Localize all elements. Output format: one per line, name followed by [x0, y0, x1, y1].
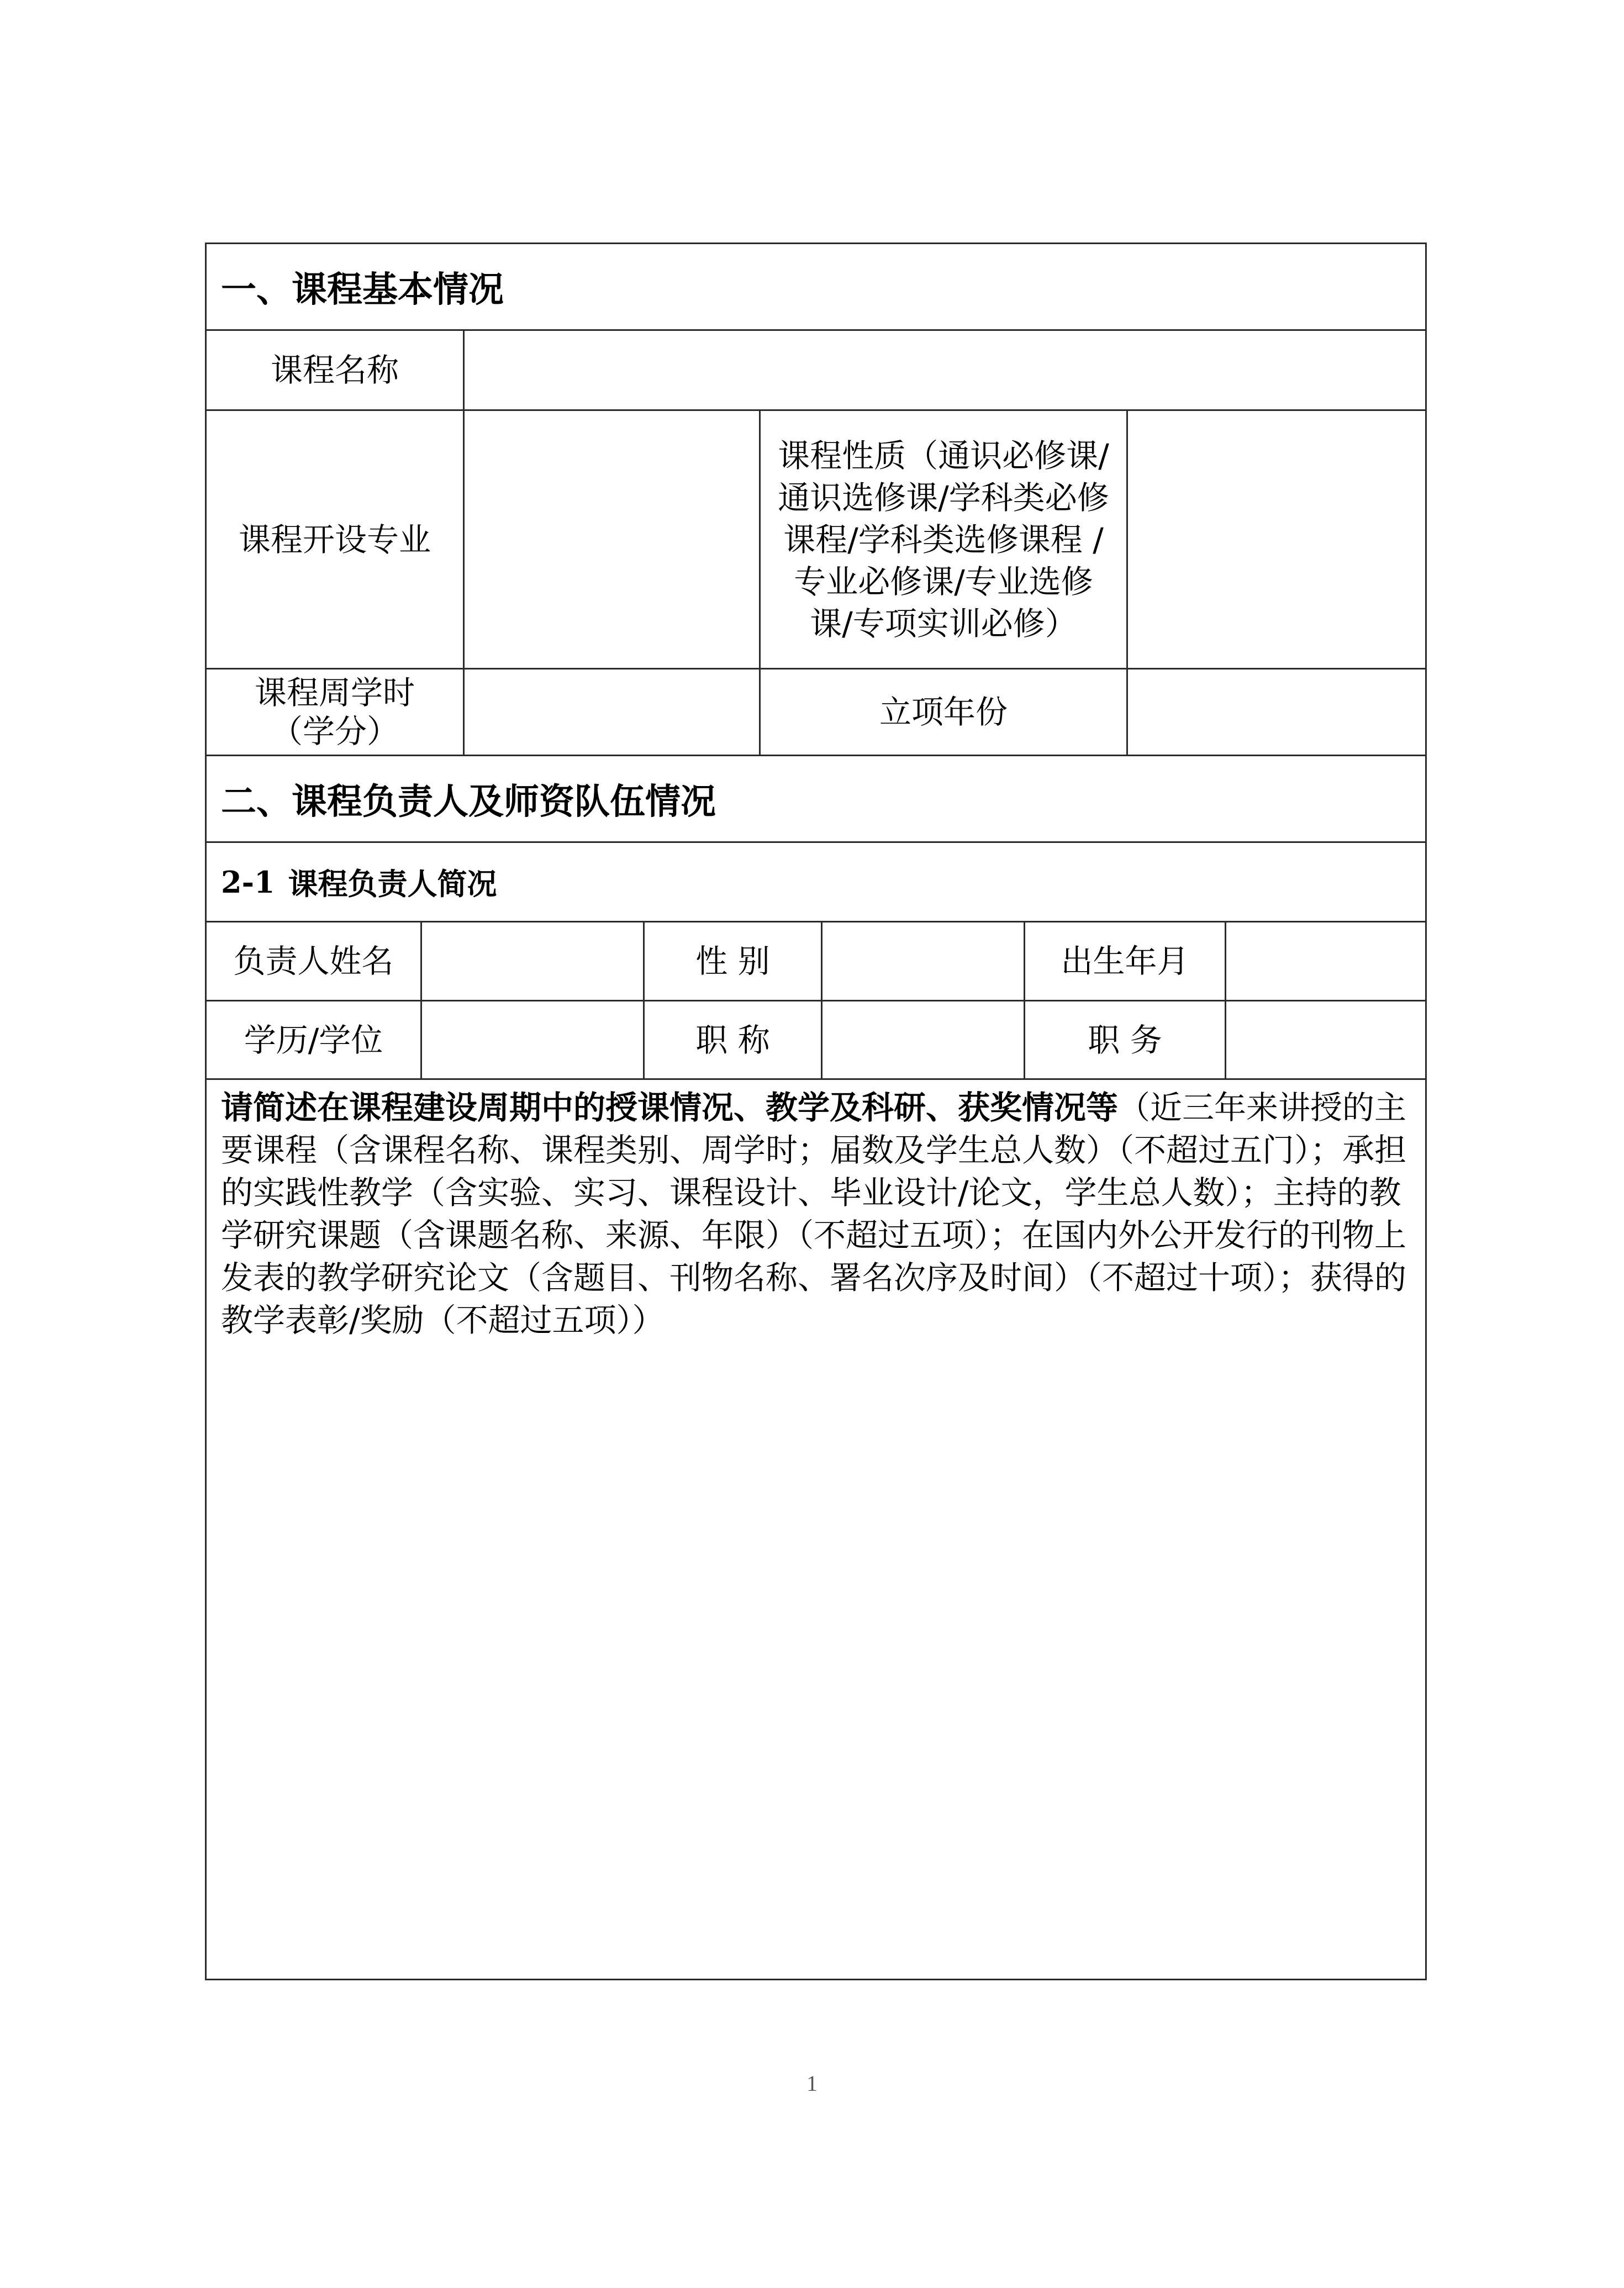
professional-title-label: 职 称	[645, 1001, 822, 1078]
subsection-2-1-heading	[207, 843, 1425, 921]
course-major-row	[207, 411, 1425, 669]
leader-name-field[interactable]	[422, 922, 645, 1000]
degree-label: 学历/学位	[207, 1001, 422, 1078]
application-form-table	[205, 242, 1427, 1980]
gender-field[interactable]	[822, 922, 1025, 1000]
description-bold-text: 请简述在课程建设周期中的授课情况、教学及科研、获奖情况等	[221, 1089, 1119, 1126]
course-hours-label: 课程周学时（学分）	[207, 669, 465, 755]
degree-field[interactable]	[422, 1001, 645, 1078]
course-name-field[interactable]	[465, 331, 1425, 409]
course-hours-field[interactable]	[465, 669, 761, 755]
position-field[interactable]	[1226, 1001, 1425, 1078]
course-nature-label: 课程性质（通识必修课/通识选修课/学科类必修课程/学科类选修课程 /专业必修课/专业选修课/专项实训必修）	[761, 411, 1128, 668]
section-1-title: 一、课程基本情况	[221, 270, 504, 310]
subsection-number: 2-1	[221, 864, 275, 900]
project-year-field[interactable]	[1128, 669, 1425, 755]
subsection-2-1-row	[207, 843, 1425, 922]
section-2-title: 二、课程负责人及师资队伍情况	[221, 782, 716, 823]
birth-date-label: 出生年月	[1025, 922, 1226, 1000]
description-plain-text: （近三年来讲授的主要课程（含课程名称、课程类别、周学时；届数及学生总人数）（不超过五门）；承担的实践性教学（含实验、实习、课程设计、毕业设计/论文，学生总人数）；主持的教学研究课题（含课题名称、来源、年限）（不超过五项）；在国内外公开发行的刊物上发表的教学研究论文（含题目、刊物名称、署名次序及时间）（不超过十项）；获得的教学表彰/奖励（不超过五项））	[221, 1089, 1407, 1339]
professional-title-field[interactable]	[822, 1001, 1025, 1078]
course-nature-field[interactable]	[1128, 411, 1425, 668]
description-block[interactable]	[207, 1080, 1425, 1979]
section-1-row	[207, 244, 1425, 331]
course-major-label: 课程开设专业	[207, 411, 465, 668]
course-name-row	[207, 331, 1425, 411]
leader-info-row-1	[207, 922, 1425, 1001]
position-label: 职 务	[1025, 1001, 1226, 1078]
gender-label: 性 别	[645, 922, 822, 1000]
birth-date-field[interactable]	[1226, 922, 1425, 1000]
course-hours-row	[207, 669, 1425, 756]
leader-info-row-2	[207, 1001, 1425, 1080]
project-year-label: 立项年份	[761, 669, 1128, 755]
course-major-field[interactable]	[465, 411, 761, 668]
description-text	[221, 1087, 1414, 1342]
course-name-label: 课程名称	[207, 331, 465, 409]
subsection-title: 课程负责人简况	[288, 867, 497, 902]
leader-name-label: 负责人姓名	[207, 922, 422, 1000]
page-number: 1	[806, 2071, 818, 2096]
section-2-row	[207, 756, 1425, 843]
